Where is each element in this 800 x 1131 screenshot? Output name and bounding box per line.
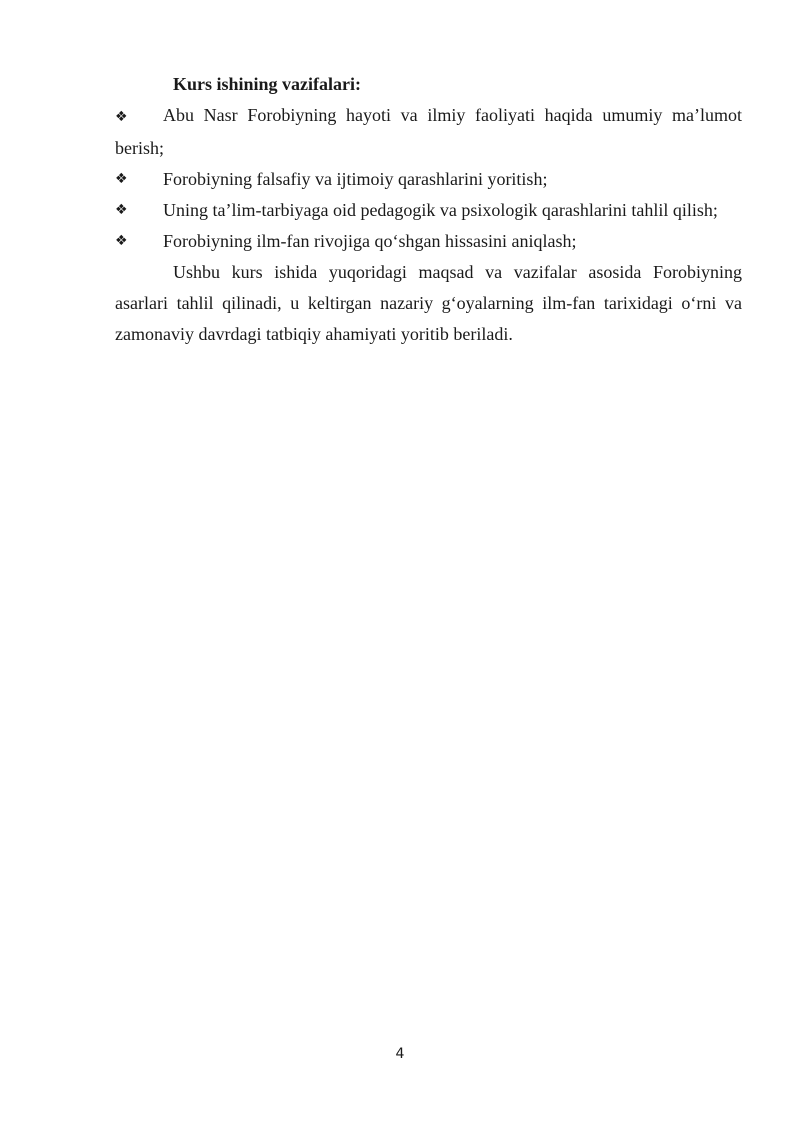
body-paragraph: Ushbu kurs ishida yuqoridagi maqsad va vazifalar asosida Forobiyning asarlari tahlil qilinadi, u keltirgan nazariy g‘oyalarning ilm-fan tarixidagi o‘rni va zamonaviy davrdagi tatbiqiy ahamiyati yoritib beriladi. — [115, 262, 742, 344]
list-item-text: Forobiyning falsafiy va ijtimoiy qarashlarini yoritish; — [163, 169, 548, 189]
list-item-text: Uning ta’lim-tarbiyaga oid pedagogik va psixologik qarashlarini tahlil qilish; — [163, 200, 718, 220]
page-number: 4 — [395, 1046, 405, 1062]
diamond-bullet-icon: ❖ — [115, 171, 128, 187]
list-item-text: Abu Nasr Forobiyning hayoti va ilmiy faoliyati haqida umumiy ma’lumot berish; — [115, 105, 742, 158]
task-list — [115, 100, 742, 257]
list-item — [115, 164, 742, 195]
page-content — [115, 69, 742, 350]
section-heading: Kurs ishining vazifalari: — [173, 74, 362, 94]
list-item-text: Forobiyning ilm-fan rivojiga qo‘shgan hissasini aniqlash; — [163, 231, 577, 251]
list-item — [115, 226, 742, 257]
list-item: ❖ Abu Nasr Forobiyning hayoti va ilmiy faoliyati haqida umumiy ma’lumot berish; — [115, 105, 742, 158]
diamond-bullet-icon: ❖ — [115, 233, 128, 249]
diamond-bullet-icon: ❖ — [115, 202, 128, 218]
list-item — [115, 195, 742, 226]
